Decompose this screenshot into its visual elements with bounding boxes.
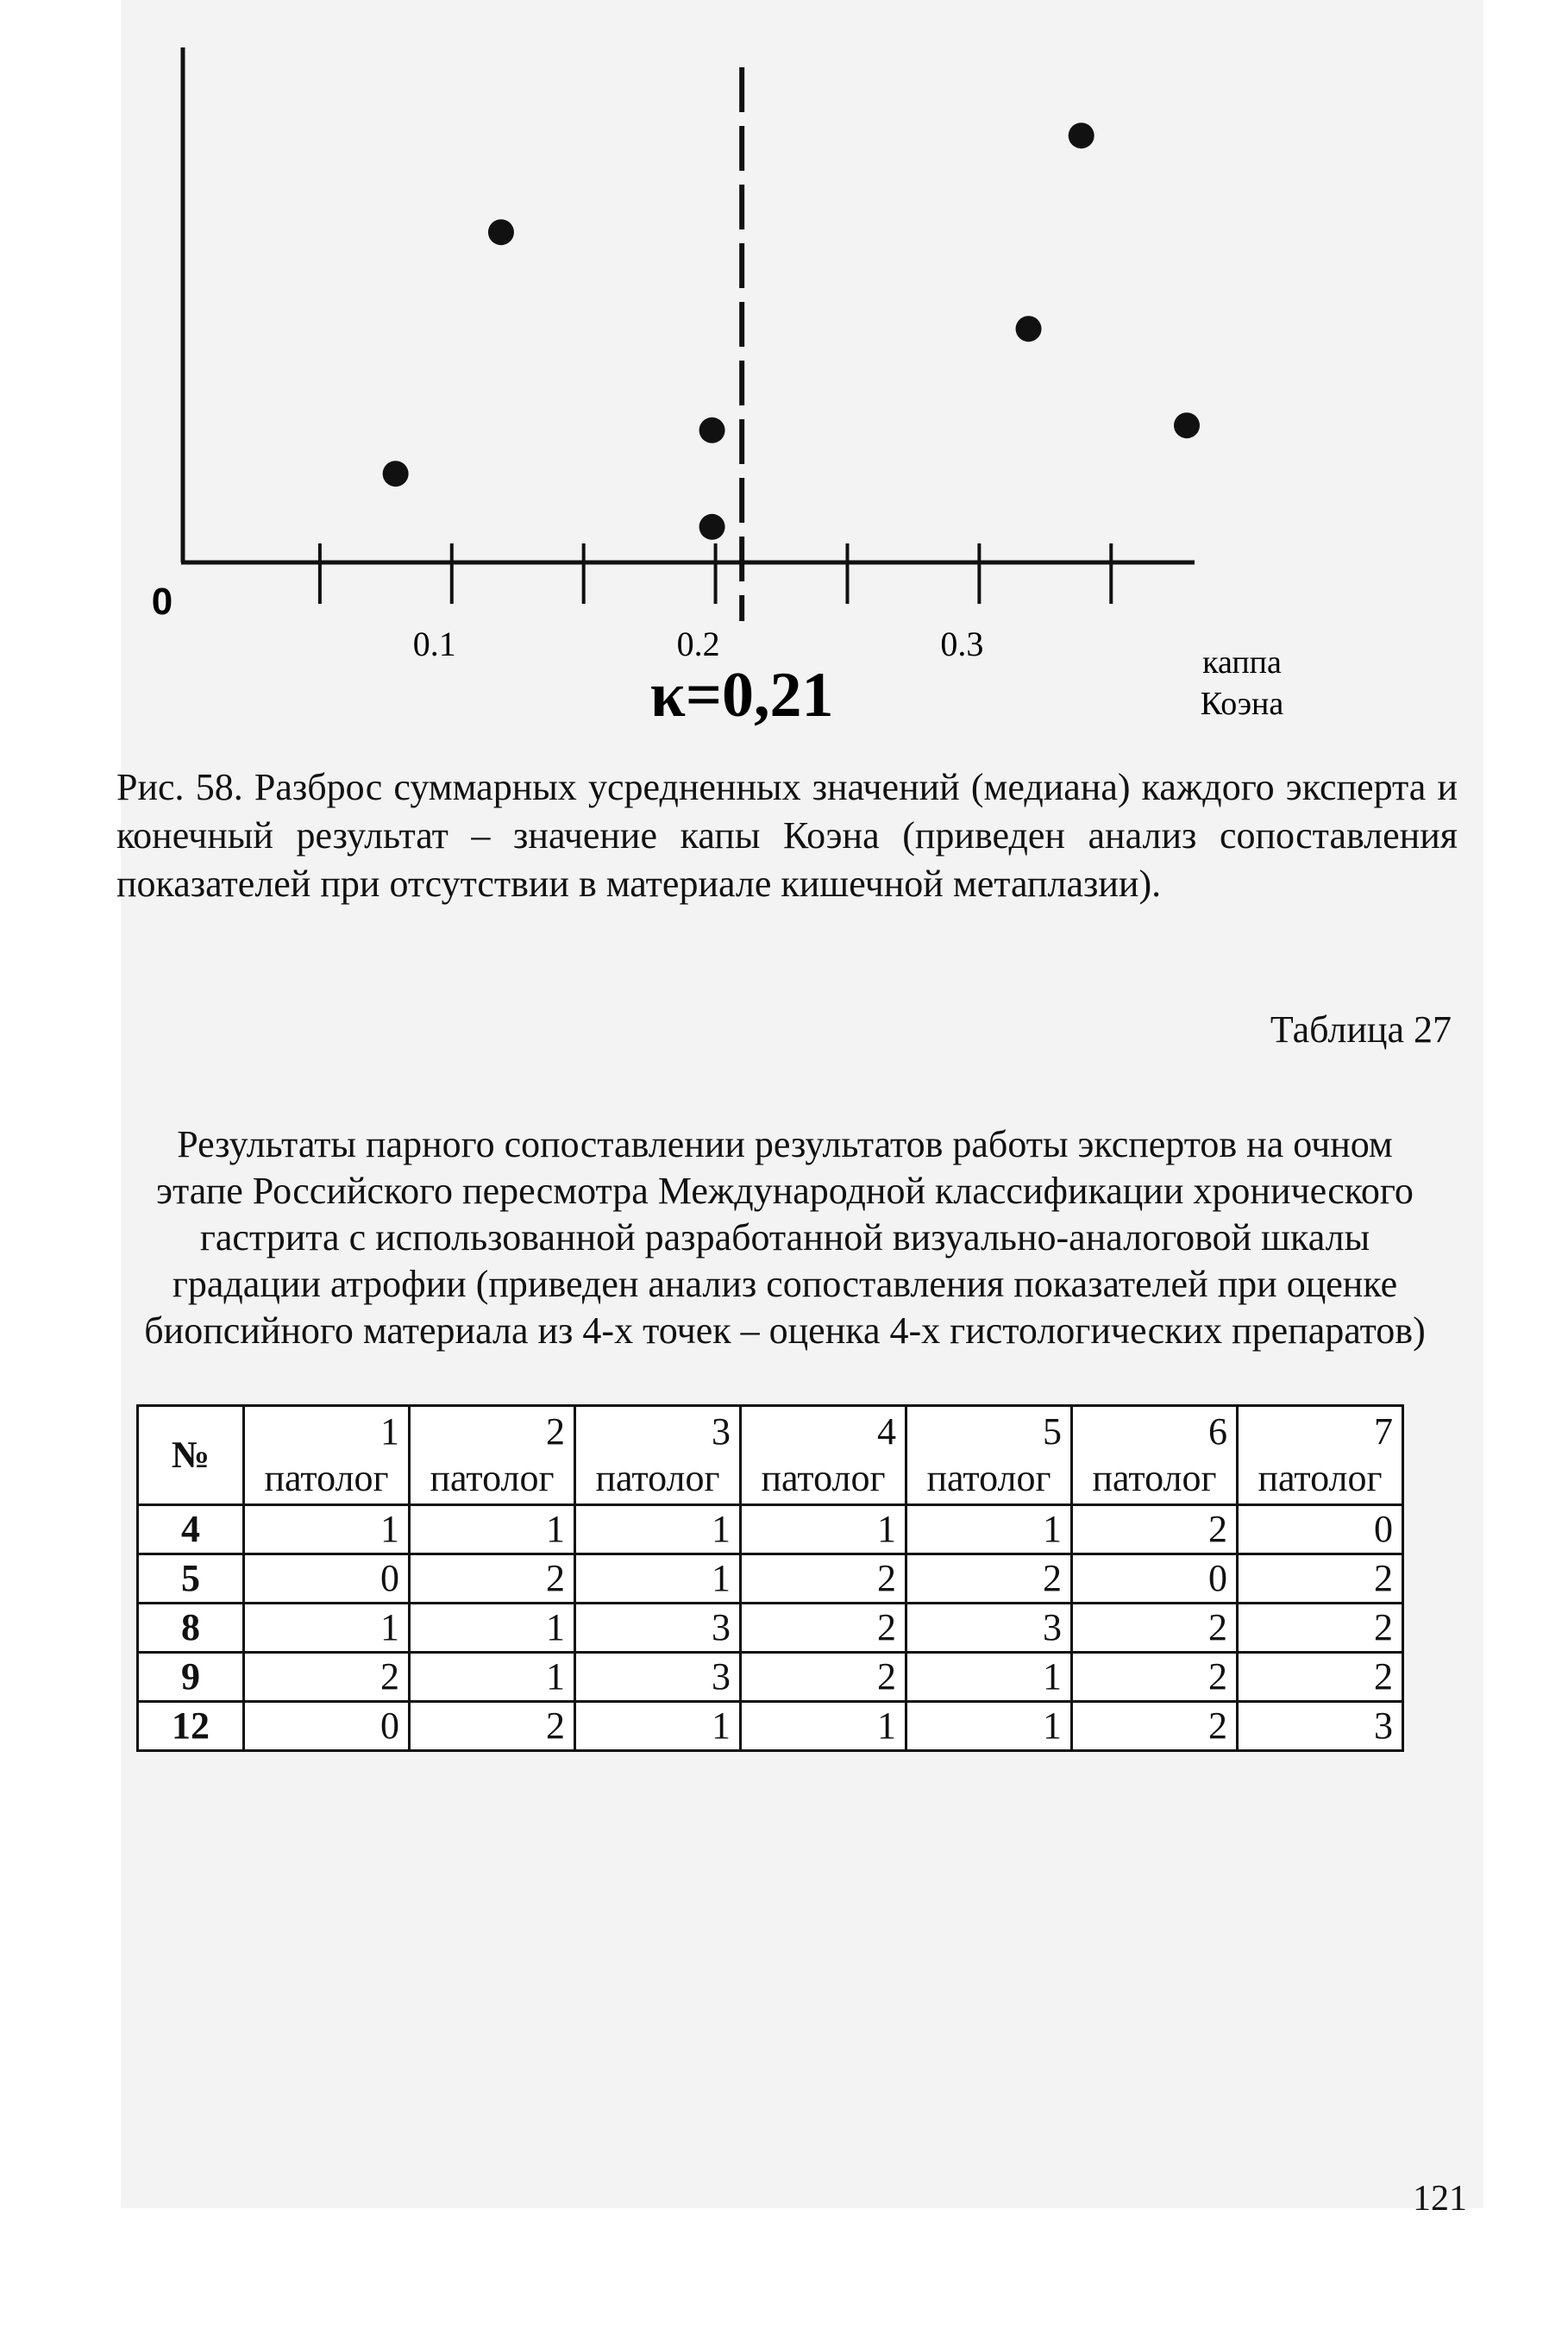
table-title: Результаты парного сопоставлении результатов работы экспертов на очном этапе Российского пересмотра Международной классификации хронического гастрита с использованной разработанной визуально-аналоговой шкалы градации атрофии (приведен анализ сопоставления показателей при оценке биопсийного материала из 4-х точек – оценка 4-х гистологических препаратов) — [144, 1123, 1426, 1352]
header-role-label: патолог — [1258, 1457, 1383, 1499]
table-cell: 1 — [906, 1702, 1072, 1751]
table-cell: 3 — [906, 1604, 1072, 1653]
table-cell: 1 — [741, 1702, 906, 1751]
row-id: 4 — [138, 1505, 244, 1554]
header-number-label: 4 — [877, 1410, 896, 1453]
data-point — [383, 461, 409, 487]
table-number: Таблица 27 — [1270, 1008, 1452, 1051]
data-point — [488, 219, 514, 245]
x-axis-label-line: каппа — [1202, 644, 1282, 681]
x-tick-label: 0.3 — [940, 625, 984, 663]
table-cell: 3 — [575, 1653, 741, 1702]
table-cell: 0 — [244, 1554, 410, 1604]
header-role-label: патолог — [926, 1457, 1051, 1499]
header-number-label: 5 — [1043, 1410, 1062, 1453]
kappa-value-label: κ=0,21 — [649, 660, 834, 731]
chart-svg — [0, 0, 1568, 742]
header-pathologist-4 — [741, 1406, 906, 1505]
header-role-label: патолог — [430, 1457, 555, 1499]
table-cell: 2 — [1238, 1653, 1403, 1702]
table-cell: 2 — [741, 1554, 906, 1604]
table-row — [138, 1554, 1403, 1604]
row-id: 9 — [138, 1653, 244, 1702]
row-id: 8 — [138, 1604, 244, 1653]
data-point — [1069, 122, 1094, 148]
table-cell: 0 — [244, 1702, 410, 1751]
table-cell: 2 — [741, 1604, 906, 1653]
header-number-label: 2 — [546, 1410, 565, 1453]
table-cell: 1 — [906, 1505, 1072, 1554]
results-table — [136, 1404, 1404, 1752]
row-id: 5 — [138, 1554, 244, 1604]
table-header-row — [138, 1406, 1403, 1505]
table-cell: 3 — [1238, 1702, 1403, 1751]
table-cell: 0 — [1072, 1554, 1238, 1604]
header-number-label: 1 — [380, 1410, 399, 1453]
table-cell: 0 — [1238, 1505, 1403, 1554]
header-number-label: 6 — [1208, 1410, 1227, 1453]
table-cell: 2 — [1072, 1653, 1238, 1702]
table-cell: 2 — [1072, 1702, 1238, 1751]
x-axis-label — [1201, 644, 1284, 722]
data-point — [1174, 412, 1200, 438]
table-cell: 2 — [1072, 1505, 1238, 1554]
table-cell: 2 — [410, 1702, 575, 1751]
kappa-scatter-chart — [0, 0, 1568, 742]
table-cell: 1 — [410, 1604, 575, 1653]
table-cell: 3 — [575, 1604, 741, 1653]
table-cell: 1 — [410, 1653, 575, 1702]
table-cell: 1 — [575, 1702, 741, 1751]
table-cell: 1 — [410, 1505, 575, 1554]
header-number-label: 3 — [712, 1410, 731, 1453]
table-cell: 2 — [410, 1554, 575, 1604]
table-cell: 2 — [1238, 1554, 1403, 1604]
header-pathologist-3 — [575, 1406, 741, 1505]
header-role-label: патолог — [595, 1457, 720, 1499]
header-pathologist-5 — [906, 1406, 1072, 1505]
table-cell: 1 — [741, 1505, 906, 1554]
header-role-label: патолог — [761, 1457, 886, 1499]
table-row — [138, 1604, 1403, 1653]
header-number: № — [138, 1406, 244, 1505]
table-cell: 2 — [244, 1653, 410, 1702]
figure-caption: Рис. 58. Разброс суммарных усредненных значений (медиана) каждого эксперта и конечный результат – значение капы Коэна (приведен анализ сопоставления показателей при отсутствии в материале кишечной метаплазии). — [116, 766, 1458, 905]
table-cell: 1 — [575, 1554, 741, 1604]
x-tick-label: 0.2 — [676, 625, 720, 663]
table-cell: 1 — [244, 1604, 410, 1653]
table-cell: 1 — [575, 1505, 741, 1554]
origin-label: 0 — [151, 581, 173, 623]
data-point — [699, 514, 725, 540]
header-role-label: патолог — [1092, 1457, 1217, 1499]
page-number: 121 — [1413, 2179, 1467, 2219]
table-cell: 2 — [741, 1653, 906, 1702]
x-axis-label-line: Коэна — [1200, 686, 1284, 722]
header-number-label: 7 — [1374, 1410, 1393, 1453]
table-cell: 1 — [244, 1505, 410, 1554]
table-row — [138, 1505, 1403, 1554]
header-pathologist-7 — [1238, 1406, 1403, 1505]
header-pathologist-2 — [410, 1406, 575, 1505]
table-cell: 2 — [1072, 1604, 1238, 1653]
data-point — [699, 417, 725, 443]
header-role-label: патолог — [264, 1457, 389, 1499]
table-cell: 1 — [906, 1653, 1072, 1702]
header-pathologist-1 — [244, 1406, 410, 1505]
table-row — [138, 1702, 1403, 1751]
header-pathologist-6 — [1072, 1406, 1238, 1505]
table-cell: 2 — [906, 1554, 1072, 1604]
data-point — [1016, 316, 1042, 342]
table-row — [138, 1653, 1403, 1702]
x-tick-label: 0.1 — [412, 625, 456, 663]
table-cell: 2 — [1238, 1604, 1403, 1653]
row-id: 12 — [138, 1702, 244, 1751]
